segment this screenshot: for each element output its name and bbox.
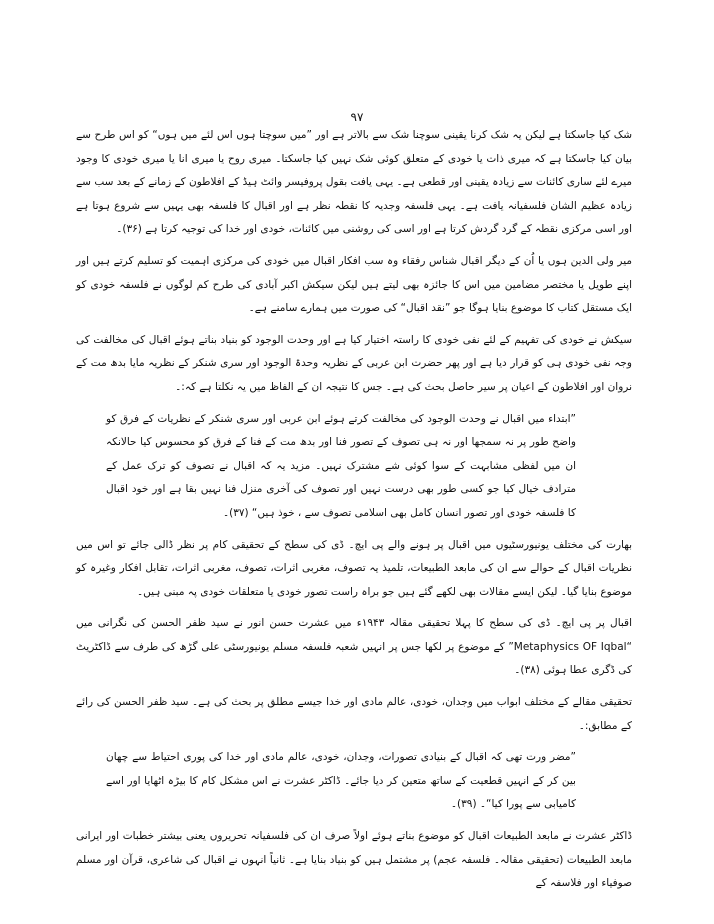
paragraph: تحقیقی مقالے کے مختلف ابواب میں وجدان، خودی، عالم مادی اور خدا جیسے مطلق پر بحث کی ہے۔ سید ظفر الحسن کی رائے کے مطابق:۔ bbox=[76, 696, 632, 732]
paragraph: اقبال پر پی ایچ۔ ڈی کی سطح کا پہلا تحقیقی مقالہ ۱۹۴۳ء میں عشرت حسن انور نے سید ظفر الحسن کی نگرانی میں “Metaphysics OF Iqbal” کے موضوع پر لکھا جس پر انہیں شعبہ فلسفہ مسلم یونیورسٹی علی گڑھ کی طرف سے ڈاکٹریٹ کی ڈگری عطا ہوئی (۳۸)۔ bbox=[76, 617, 632, 677]
paragraph: ڈاکٹر عشرت نے مابعد الطبیعات اقبال کو موضوع بناتے ہوئے اولاً صرف ان کی فلسفیانہ تحریروں یعنی بیشتر خطبات اور ایرانی مابعد الطبیعات (تحقیقی مقالہ۔ فلسفہ عجم) پر مشتمل ہیں کو بنیاد بنایا ہے۔ ثانیاً انہوں نے اقبال کی شاعری، قرآن اور مسلم صوفیاء اور فلاسفہ کے bbox=[76, 830, 632, 890]
page-number: ۹۷ bbox=[350, 110, 364, 124]
paragraph: سیکش نے خودی کی تفہیم کے لئے نفی خودی کا راستہ اختیار کیا ہے اور وحدت الوجود کو بنیاد بناتے ہوئے اقبال کی مخالفت کی وجہ نفی خودی ہی کو قرار دیا ہے اور پھر حضرت ابن عربی کے نظریہ وحدۃ الوجود اور سری شنکر کے نظریہ مایا بدھ مت کے نروان اور افلاطون کے اعیان پر سیر حاصل بحث کی ہے۔ جس کا نتیجہ ان کے الفاظ میں یہ نکلتا ہے کہ:۔ bbox=[76, 333, 632, 393]
paragraph: میر ولی الدین ہوں یا اُن کے دیگر اقبال شناس رفقاء وہ سب افکار اقبال میں خودی کی مرکزی اہمیت کو تسلیم کرتے ہیں اور اپنے طویل یا مختصر مضامین میں اس کا جائزہ بھی لیتے ہیں لیکن سیکش اکبر آبادی کی طرح کم لوگوں نے فلسفہ خودی کو ایک مستقل کتاب کا موضوع بنایا ہوگا جو ”نقد اقبال“ کی صورت میں ہمارے سامنے ہے۔ bbox=[76, 254, 632, 315]
block-quote: ”ابتداء میں اقبال نے وحدت الوجود کی مخالفت کرتے ہوئے ابن عربی اور سری شنکر کے نظریات کے فرق کو واضح طور پر نہ سمجھا اور نہ ہی تصوف کے تصور فنا اور بدھ مت کے فنا کے فرق کو محسوس کیا حالانکہ ان میں لفظی مشابہت کے سوا کوئی شے مشترک نہیں۔ مزید یہ کہ اقبال نے تصوف کو ترک عمل کے مترادف خیال کیا جو کسی طور بھی درست نہیں اور تصوف کی آخری منزل فنا نہیں بقا ہے اور خود اقبال کا فلسفہ خودی اور تصور انسان کامل بھی اسلامی تصوف سے ، خوذ ہیں“ (۳۷)۔ bbox=[106, 412, 576, 519]
page-body bbox=[76, 124, 632, 904]
paragraph: شک کیا جاسکتا ہے لیکن یہ شک کرنا یقینی سوچنا شک سے بالاتر ہے اور ”میں سوچتا ہوں اس لئے میں ہوں“ کو اس طرح سے بیان کیا جاسکتا ہے کہ میری ذات یا خودی کے متعلق کوئی شک نہیں کیا جاسکتا۔ میری روح یا میری انا یا میری خودی کا وجود میرے لئے ساری کائنات سے زیادہ یقینی اور قطعی ہے۔ یہی یافت بقول پروفیسر وائٹ ہیڈ کے افلاطون کے زمانے کے بعد سب سے زیادہ عظیم الشان فلسفیانہ یافت ہے۔ یہی فلسفہ وجدیہ کا نقطہ نظر ہے اور اقبال کا فلسفہ بھی یہیں سے شروع ہوتا ہے اور اسی مرکزی نقطہ کے گرد گردش کرتا ہے اور اسی کی روشنی میں کائنات، خودی اور خدا کی توجیہ کرتا ہے (۳۶)۔ bbox=[76, 129, 632, 236]
paragraph: بھارت کی مختلف یونیورسٹیوں میں اقبال پر ہونے والے پی ایچ۔ ڈی کی سطح کے تحقیقی کام پر نظر ڈالی جائے تو اس میں نظریات اقبال کے حوالے سے ان کی مابعد الطبیعات، تلمیذ یہ تصوف، مغربی اثرات، تصوف، مغربی اثرات، تقابل افکار وغیرہ کو موضوع بنایا گیا۔ لیکن ایسے مقالات بھی لکھے گئے ہیں جو براہ راست تصور خودی یا متعلقات خودی پہ مبنی ہیں۔ bbox=[76, 538, 632, 598]
block-quote: ”مضر ورت تھی کہ اقبال کے بنیادی تصورات، وجدان، خودی، عالم مادی اور خدا کی پوری احتیاط سے چھان بین کر کے انہیں قطعیت کے ساتھ متعین کر دیا جائے۔ ڈاکٹر عشرت نے اس مشکل کام کا بیڑہ اٹھایا اور اسے کامیابی سے پورا کیا“۔ (۳۹)۔ bbox=[106, 751, 576, 811]
